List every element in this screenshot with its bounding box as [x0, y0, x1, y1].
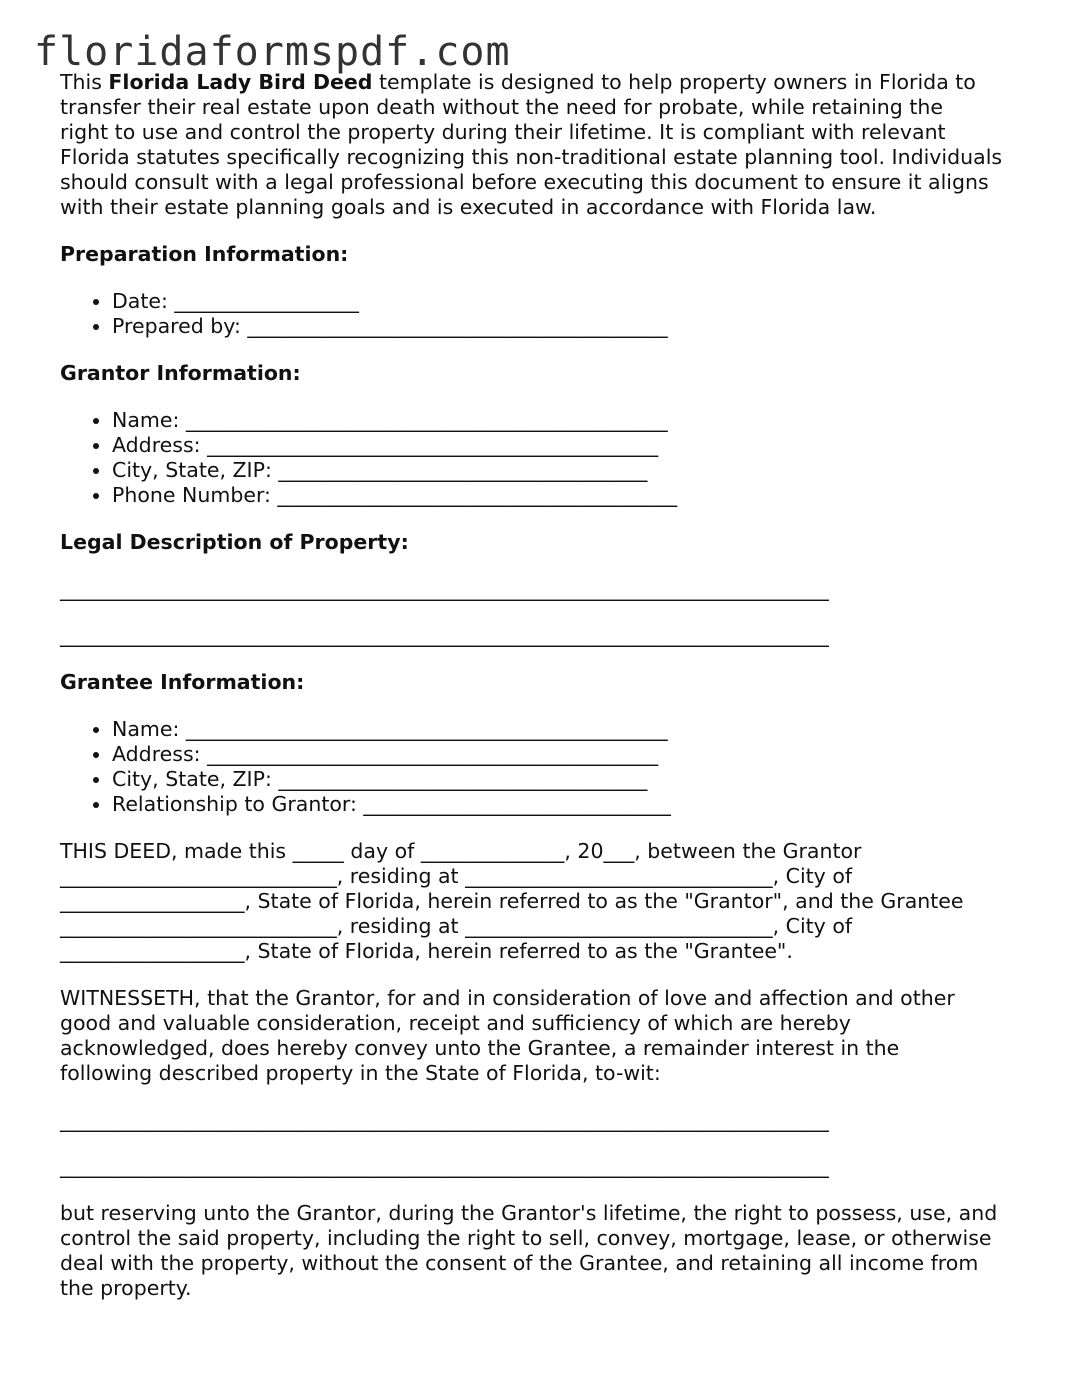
legal-description-line[interactable]: ___________________________________________________________________________ — [60, 577, 829, 601]
intro-line: with their estate planning goals and is executed in accordance with Florida law. — [60, 195, 877, 219]
intro-line: right to use and control the property during their lifetime. It is compliant with relevant — [60, 120, 946, 144]
intro-line: template is designed to help property owners in Florida to — [372, 70, 976, 94]
property-description-line[interactable]: ___________________________________________________________________________ — [60, 1154, 829, 1178]
witnesseth-paragraph — [60, 986, 1040, 1086]
intro-line: Florida statutes specifically recognizing this non-traditional estate planning tool. Individuals — [60, 145, 1003, 169]
grantee-relationship-field[interactable]: • Relationship to Grantor: ______________________________ — [112, 792, 1040, 817]
reservation-line: the property. — [60, 1276, 192, 1300]
deed-line: __________________, State of Florida, herein referred to as the "Grantor", and the Grantee — [60, 889, 964, 913]
deed-line: __________________, State of Florida, herein referred to as the "Grantee". — [60, 939, 793, 963]
reservation-line: but reserving unto the Grantor, during the Grantor's lifetime, the right to possess, use, and — [60, 1201, 998, 1225]
deed-paragraph — [60, 839, 1040, 964]
intro-line: should consult with a legal professional before executing this document to ensure it aligns — [60, 170, 989, 194]
grantor-city-state-zip-field[interactable]: • City, State, ZIP: ____________________________________ — [112, 458, 1040, 483]
intro-bold-title: Florida Lady Bird Deed — [108, 70, 373, 94]
deed-line: ___________________________, residing at ______________________________, City of — [60, 864, 853, 888]
reservation-paragraph — [60, 1201, 1040, 1301]
witnesseth-line: acknowledged, does hereby convey unto the Grantee, a remainder interest in the — [60, 1036, 900, 1060]
grantor-phone-field[interactable]: • Phone Number: _______________________________________ — [112, 483, 1040, 508]
deed-line: ___________________________, residing at ______________________________, City of — [60, 914, 853, 938]
witnesseth-line: following described property in the State of Florida, to-wit: — [60, 1061, 661, 1085]
intro-paragraph — [60, 70, 1040, 220]
grantee-heading: Grantee Information: — [60, 670, 305, 694]
intro-line: transfer their real estate upon death without the need for probate, while retaining the — [60, 95, 943, 119]
date-field[interactable]: • Date: __________________ — [112, 289, 1040, 314]
grantor-heading: Grantor Information: — [60, 361, 301, 385]
grantor-list — [60, 408, 1040, 508]
grantor-name-field[interactable]: • Name: _______________________________________________ — [112, 408, 1040, 433]
document-page — [60, 70, 1040, 1301]
reservation-line: deal with the property, without the consent of the Grantee, and retaining all income from — [60, 1251, 979, 1275]
intro-prefix: This — [60, 70, 109, 94]
preparation-list — [60, 289, 1040, 339]
preparation-heading: Preparation Information: — [60, 242, 349, 266]
prepared-by-field[interactable]: • Prepared by: _________________________________________ — [112, 314, 1040, 339]
witnesseth-line: WITNESSETH, that the Grantor, for and in consideration of love and affection and other — [60, 986, 955, 1010]
witnesseth-line: good and valuable consideration, receipt and sufficiency of which are hereby — [60, 1011, 851, 1035]
legal-description-heading: Legal Description of Property: — [60, 530, 409, 554]
legal-description-line[interactable]: ___________________________________________________________________________ — [60, 623, 829, 647]
grantee-city-state-zip-field[interactable]: • City, State, ZIP: ____________________________________ — [112, 767, 1040, 792]
property-description-line[interactable]: ___________________________________________________________________________ — [60, 1108, 829, 1132]
grantee-name-field[interactable]: • Name: _______________________________________________ — [112, 717, 1040, 742]
reservation-line: control the said property, including the right to sell, convey, mortgage, lease, or otherwise — [60, 1226, 992, 1250]
site-watermark: floridaformspdf.com — [34, 29, 511, 75]
grantee-list — [60, 717, 1040, 817]
deed-line: THIS DEED, made this _____ day of ______________, 20___, between the Grantor — [60, 839, 862, 863]
grantee-address-field[interactable]: • Address: ____________________________________________ — [112, 742, 1040, 767]
grantor-address-field[interactable]: • Address: ____________________________________________ — [112, 433, 1040, 458]
